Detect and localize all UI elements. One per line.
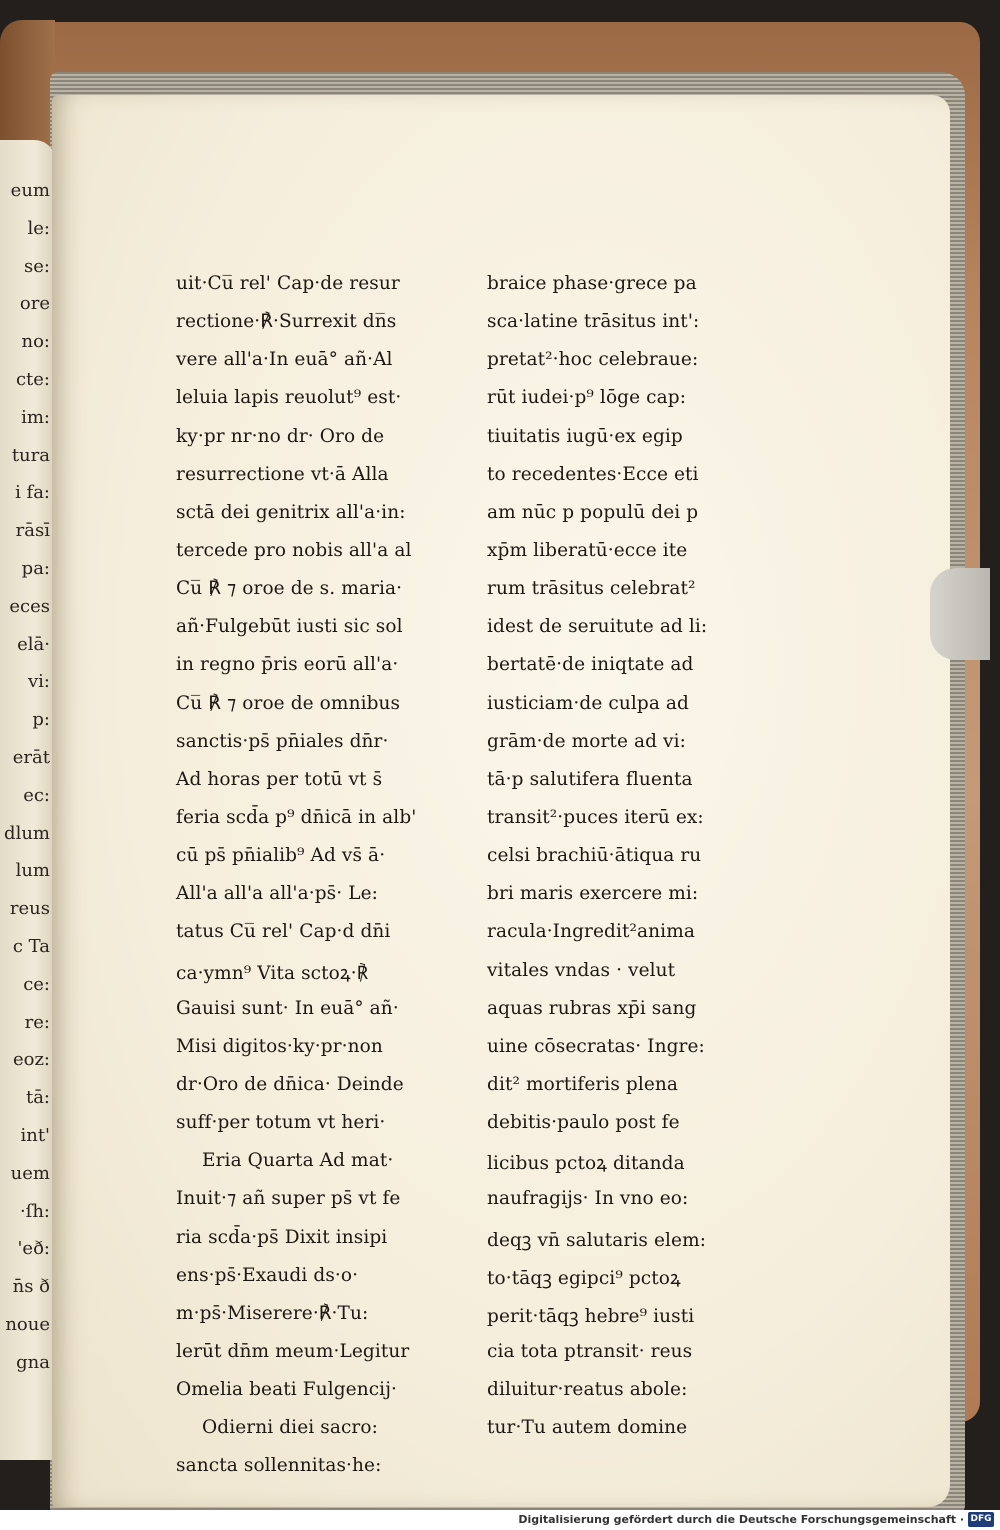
text-line: eoz:	[12, 1049, 50, 1071]
text-line: tiuitatis iugū·ex egip	[487, 425, 683, 447]
text-line: suff·per totum vt heri·	[176, 1112, 386, 1134]
text-line: dlum	[4, 822, 50, 844]
text-line: rectione·℟·Surrexit dn̅s	[176, 311, 397, 333]
text-line: Odierni diei sacro:	[202, 1417, 378, 1439]
text-line: dr·Oro de dn̄ica· Deinde	[176, 1073, 404, 1095]
text-line: aquas rubras xp̄i sang	[487, 997, 697, 1019]
text-line: rāsī	[15, 520, 50, 542]
text-line: licibus pctoꝝ ditanda	[487, 1153, 685, 1175]
text-line: in regno p̄ris eorū all'a·	[176, 654, 399, 676]
text-line: leluia lapis reuolut⁹ est·	[176, 387, 402, 409]
text-line: eum	[10, 180, 50, 201]
text-line: xp̄m liberatū·ecce ite	[487, 539, 688, 561]
text-line: gna	[16, 1351, 50, 1373]
text-line: tatus Cu̅ rel' Cap·d dn̄i	[176, 921, 391, 943]
footer-credit: Digitalisierung gefördert durch die Deutsche Forschungsgemeinschaft ·	[518, 1513, 964, 1526]
text-line: ·ſh:	[19, 1200, 50, 1222]
text-line: Eria Quarta Ad mat·	[202, 1150, 394, 1172]
text-line: am nūc p populū dei p	[487, 501, 699, 523]
left-page-text	[0, 180, 56, 1390]
text-line: Gauisi sunt· In euā° añ·	[176, 997, 399, 1019]
text-line: idest de seruitute ad li:	[487, 616, 708, 638]
text-line: im:	[21, 406, 50, 428]
text-line: transit²·puces iterū ex:	[487, 806, 704, 828]
text-line: rūt iudei·p⁹ lōge cap:	[487, 387, 687, 409]
text-line: sancta sollennitas·he:	[176, 1455, 382, 1477]
text-line: re:	[24, 1011, 50, 1033]
text-line: ce:	[23, 973, 50, 995]
text-line: ore	[19, 293, 50, 315]
text-line: i fa:	[15, 482, 50, 504]
text-line: tā·p salutifera fluenta	[487, 768, 693, 790]
text-line: racula·Ingredit²anima	[487, 921, 695, 943]
text-line: 'eð:	[17, 1238, 50, 1260]
text-line: eces	[9, 595, 50, 617]
text-line: sctā dei genitrix all'a·in:	[176, 501, 406, 523]
text-column-left	[176, 273, 438, 1494]
text-line: elā·	[17, 633, 50, 655]
footer-bar	[0, 1510, 1000, 1530]
text-line: vitales vndas · velut	[487, 959, 676, 981]
text-line: Misi digitos·ky·pr·non	[176, 1035, 383, 1057]
text-line: noue	[5, 1313, 50, 1335]
text-line: tura	[11, 444, 50, 466]
text-line: celsi brachiū·ātiqua ru	[487, 845, 702, 867]
text-line: cte:	[15, 368, 50, 390]
text-line: rum trāsitus celebrat²	[487, 578, 696, 600]
text-line: ria scd̄a·ps̄ Dixit insipi	[176, 1226, 388, 1248]
text-line: dit² mortiferis plena	[487, 1073, 679, 1095]
text-line: uine cōsecratas· Ingre:	[487, 1035, 705, 1057]
text-column-right	[487, 273, 767, 1455]
text-line: ens·ps̄·Exaudi ds·o·	[176, 1264, 359, 1286]
text-line: pretat²·hoc celebraue:	[487, 349, 699, 371]
dfg-logo: DFG	[968, 1512, 994, 1527]
text-line: perit·tāqꝫ hebre⁹ iusti	[487, 1305, 695, 1327]
text-line: lum	[15, 860, 50, 882]
text-line: Omelia beati Fulgencij·	[176, 1379, 398, 1401]
text-line: deqꝫ vn̄ salutaris elem:	[487, 1229, 707, 1251]
text-line: m·ps̄·Miserere·℟·Tu:	[176, 1302, 369, 1324]
text-line: sca·latine trāsitus int':	[487, 311, 700, 333]
text-line: debitis·paulo post fe	[487, 1112, 680, 1134]
text-line: int'	[20, 1124, 50, 1146]
text-line: naufragijs· In vno eo:	[487, 1188, 689, 1210]
text-line: iusticiam·de culpa ad	[487, 692, 689, 714]
text-line: bertatē·de iniqtate ad	[487, 654, 694, 676]
text-line: reus	[9, 898, 50, 920]
text-line: to·tāqꝫ egipci⁹ pctoꝝ	[487, 1267, 681, 1289]
text-line: añ·Fulgebūt iusti sic sol	[176, 616, 403, 638]
text-line: tercede pro nobis all'a al	[176, 539, 412, 561]
text-line: to recedentes·Ecce eti	[487, 463, 699, 485]
text-line: uit·Cu̅ rel' Cap·de resur	[176, 273, 400, 294]
text-line: cū ps̄ pn̄ialib⁹ Ad vs̄ ā·	[176, 845, 386, 867]
text-line: ca·ymn⁹ Vita sctoꝝ·℟	[176, 962, 368, 984]
text-line: uem	[10, 1162, 50, 1184]
text-line: tā:	[25, 1087, 50, 1109]
text-line: vere all'a·In euā° añ·Al	[176, 349, 393, 371]
text-line: lerūt dn̄m meum·Legitur	[176, 1340, 410, 1362]
text-line: grām·de morte ad vi:	[487, 730, 686, 752]
text-line: feria scd̄a p⁹ dn̄icā in alb'	[176, 806, 417, 828]
text-line: ec:	[23, 784, 50, 806]
text-line: All'a all'a all'a·ps̄· Le:	[176, 883, 378, 905]
text-line: sanctis·ps̄ pn̄iales dn̄r·	[176, 730, 389, 752]
text-line: braice phase·grece pa	[487, 273, 697, 294]
text-line: no:	[21, 331, 50, 353]
text-line: ky·pr nr·no dr· Oro de	[176, 425, 385, 447]
text-line: diluitur·reatus abole:	[487, 1379, 688, 1401]
text-line: c Ta	[12, 935, 50, 957]
text-line: Ad horas per totū vt s̄	[176, 768, 383, 790]
text-line: se:	[24, 255, 50, 277]
text-line: p:	[32, 709, 50, 731]
text-line: n̄s ð	[12, 1276, 50, 1298]
text-line: vi:	[28, 671, 50, 693]
text-line: cia tota ptransit· reus	[487, 1340, 693, 1362]
text-line: tur·Tu autem domine	[487, 1417, 688, 1439]
text-line: Inuit·⁊ añ super ps̄ vt fe	[176, 1188, 401, 1210]
text-line: le:	[27, 217, 50, 239]
text-line: resurrectione vt·ā Alla	[176, 463, 389, 485]
text-line: pa:	[21, 557, 50, 579]
text-line: erāt	[12, 746, 50, 768]
text-line: bri maris exercere mi:	[487, 883, 699, 905]
text-line: Cu̅ ℟ ⁊ oroe de s. maria·	[176, 578, 403, 600]
text-line: Cu̅ ℟ ⁊ oroe de omnibus	[176, 692, 401, 714]
bookmark-tab	[930, 568, 990, 660]
